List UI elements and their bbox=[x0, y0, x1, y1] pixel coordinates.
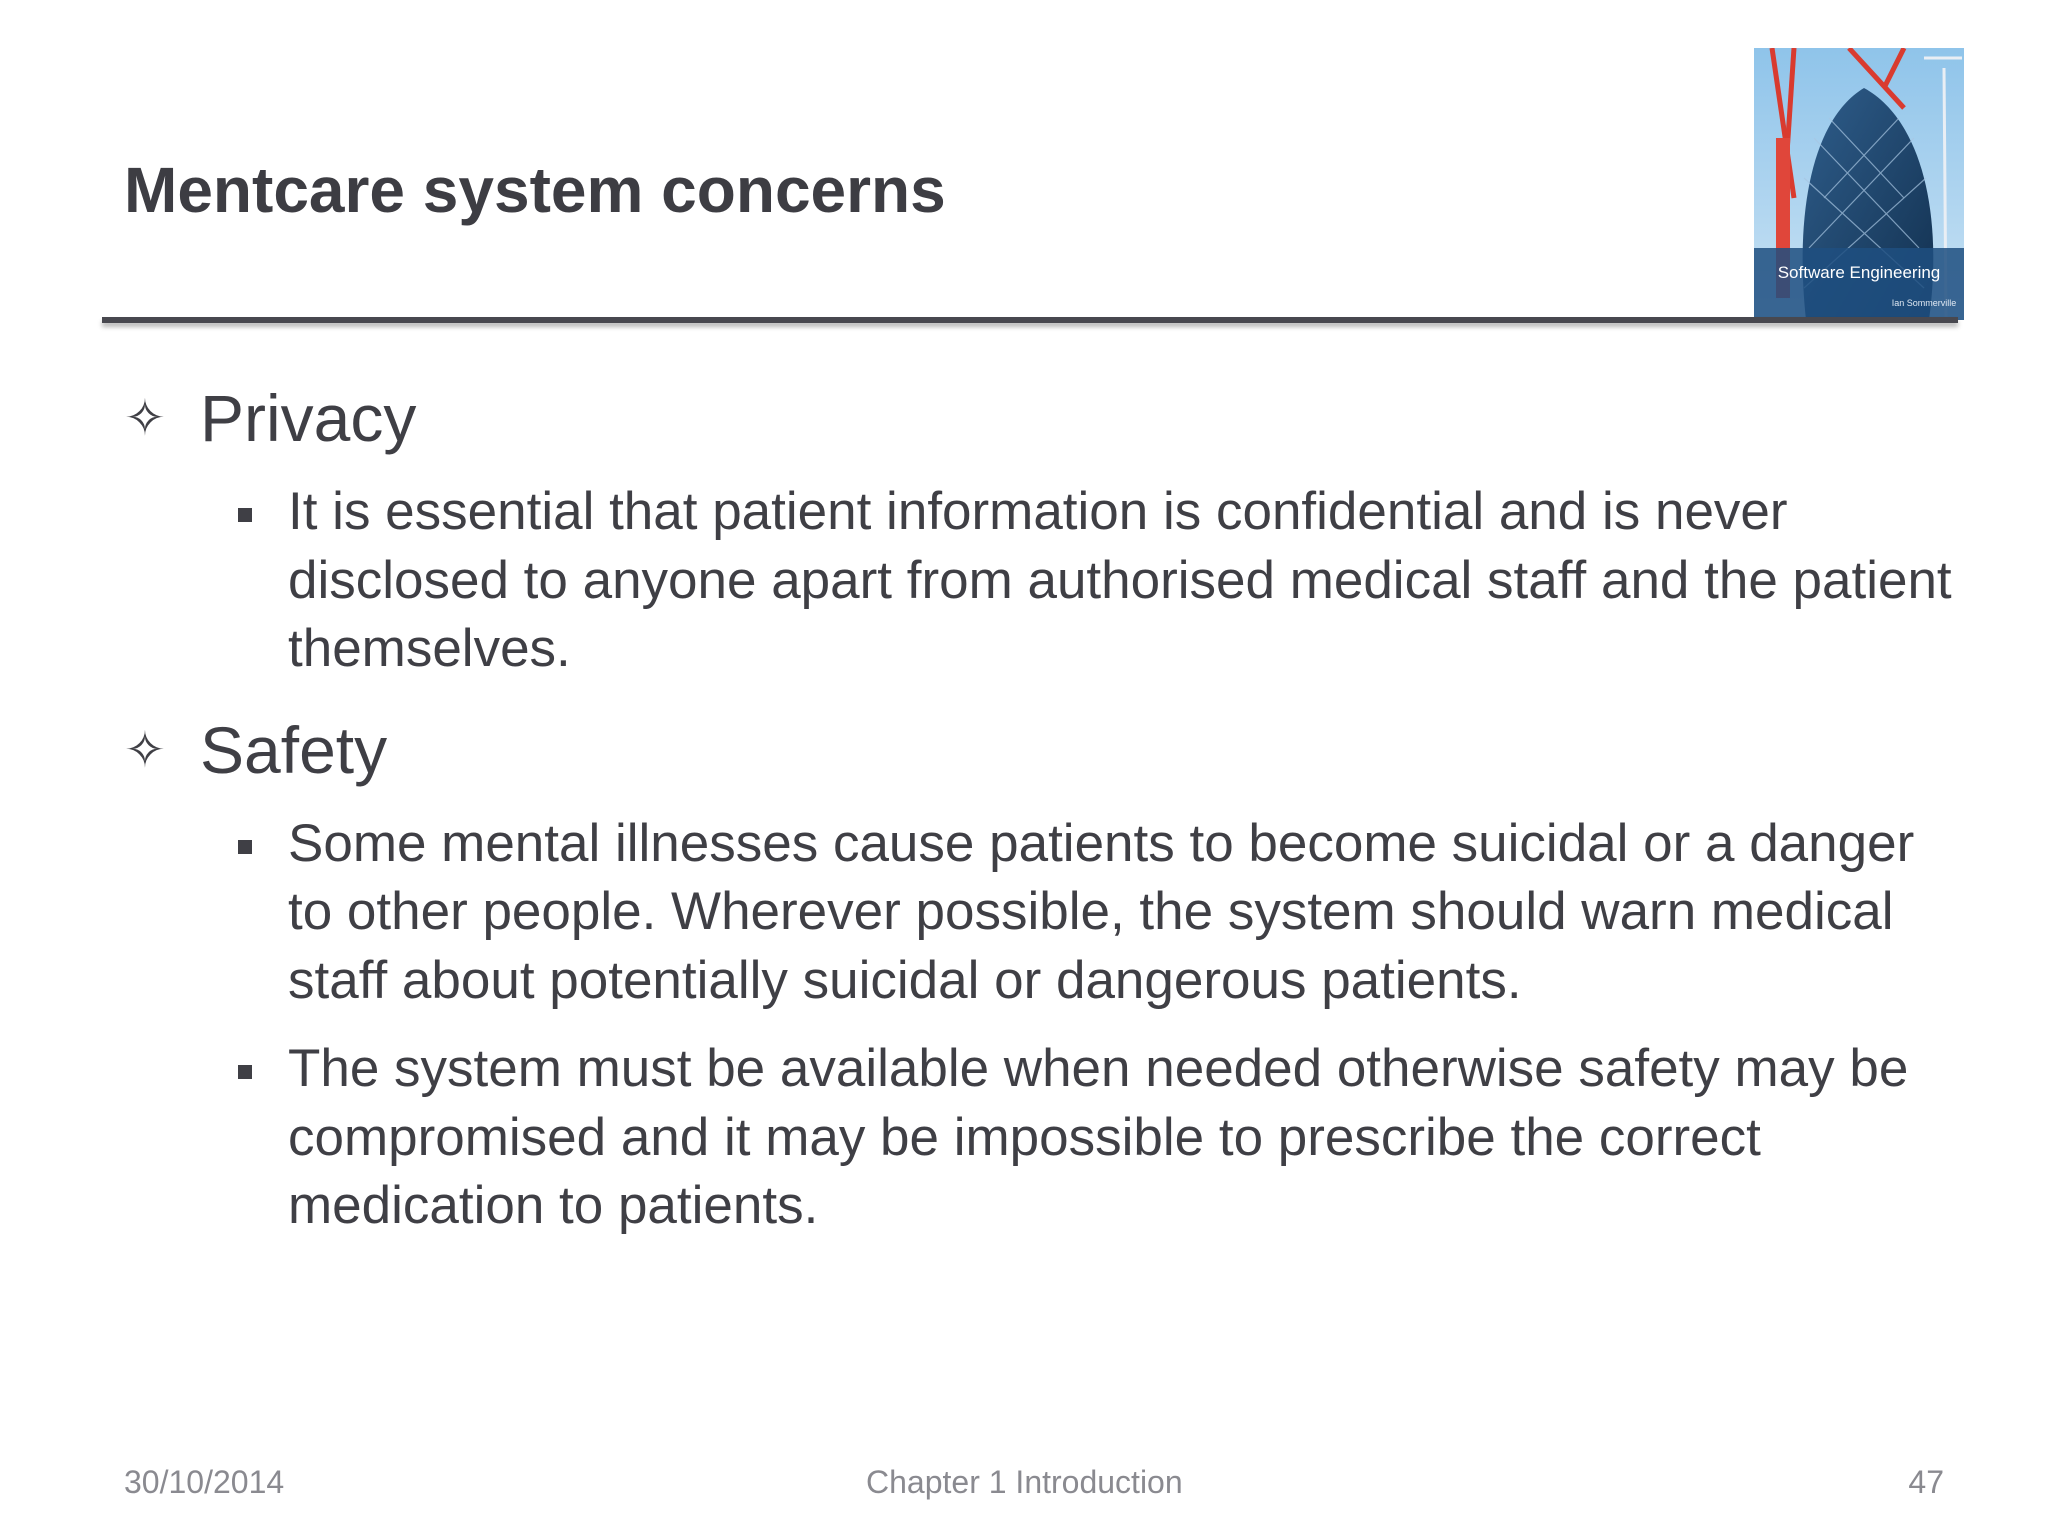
star-bullet-icon: ✧ bbox=[124, 720, 166, 779]
list-item-text: The system must be available when needed otherwise safety may be compromised and it may be impossible to prescribe the correct medication to patients. bbox=[288, 1039, 1909, 1235]
slide-title: Mentcare system concerns bbox=[124, 154, 946, 226]
square-bullet-icon bbox=[230, 1035, 288, 1103]
footer-date: 30/10/2014 bbox=[124, 1464, 285, 1500]
square-bullet-icon bbox=[230, 810, 288, 878]
list-item bbox=[230, 478, 1954, 684]
bullet-list bbox=[124, 372, 1954, 1261]
section-heading-text: Privacy bbox=[200, 381, 417, 455]
cover-title: Software Engineering bbox=[1777, 263, 1941, 282]
cover-author: Ian Sommerville bbox=[1891, 298, 1957, 308]
section-heading-safety bbox=[124, 704, 1954, 796]
list-item-text: It is essential that patient information is confidential and is never disclosed to anyone apart from authorised medical staff and the patient themselves. bbox=[288, 482, 1952, 678]
list-item-text: Some mental illnesses cause patients to become suicidal or a danger to other people. Wherever possible, the system should warn medical staff about potentially suicidal or dangerous patients. bbox=[288, 813, 1915, 1010]
star-bullet-icon: ✧ bbox=[124, 389, 166, 447]
list-item bbox=[230, 1035, 1954, 1241]
square-bullet-icon bbox=[230, 478, 288, 546]
footer-chapter: Chapter 1 Introduction bbox=[866, 1464, 1183, 1500]
footer-page-number: 47 bbox=[1908, 1464, 1944, 1500]
title-divider bbox=[102, 317, 1958, 323]
list-item bbox=[230, 810, 1954, 1016]
book-cover-image bbox=[1754, 48, 1964, 320]
section-heading-privacy bbox=[124, 372, 1954, 464]
section-heading-text: Safety bbox=[200, 712, 388, 787]
